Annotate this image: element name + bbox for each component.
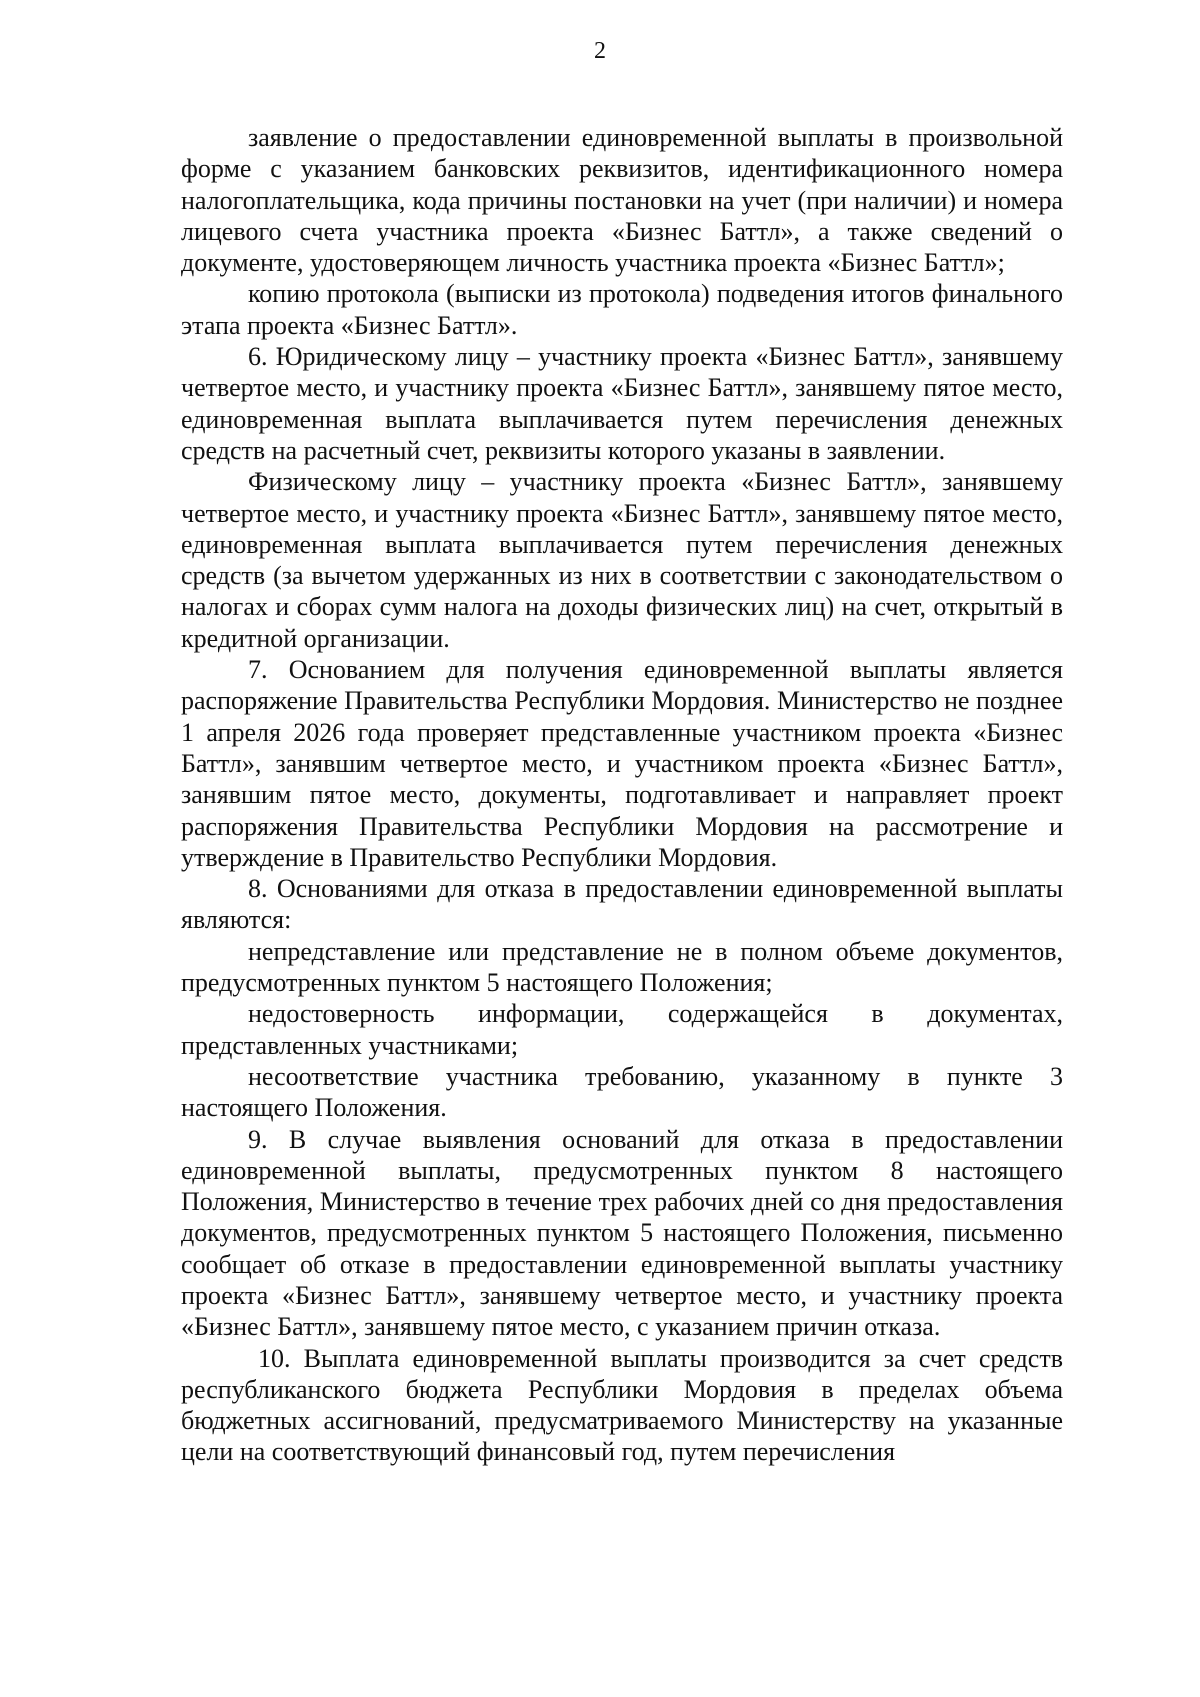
paragraph-application-form: заявление о предоставлении единовременной выплаты в произвольной форме с указанием банковских реквизитов, идентификационного номера налогоплательщика, кода причины постановки на учет (при наличии) и номера лицевого счета участника проекта «Бизнес Баттл», а также сведений о документе, удостоверяющем личность участника проекта «Бизнес Баттл»; [181, 123, 1063, 278]
document-body [181, 122, 1063, 1468]
paragraph-refusal-reason-2: недостоверность информации, содержащейся в документах, представленных участниками; [181, 999, 1063, 1060]
paragraph-item-9: 9. В случае выявления оснований для отказа в предоставлении единовременной выплаты, предусмотренных пунктом 8 настоящего Положения, Министерство в течение трех рабочих дней со дня предоставления документов, предусмотренных пунктом 5 настоящего Положения, письменно сообщает об отказе в предоставлении единовременной выплаты участнику проекта «Бизнес Баттл», занявшему четвертое место, и участнику проекта «Бизнес Баттл», занявшему пятое место, с указанием причин отказа. [181, 1124, 1063, 1342]
paragraph-individuals: Физическому лицу – участнику проекта «Бизнес Баттл», занявшему четвертое место, и участнику проекта «Бизнес Баттл», занявшему пятое место, единовременная выплата выплачивается путем перечисления денежных средств (за вычетом удержанных из них в соответствии с законодательством о налогах и сборах сумм налога на доходы физических лиц) на счет, открытый в кредитной организации. [181, 467, 1063, 653]
paragraph-protocol-copy: копию протокола (выписки из протокола) подведения итогов финального этапа проекта «Бизнес Баттл». [181, 279, 1063, 340]
paragraph-refusal-reason-3: несоответствие участника требованию, указанному в пункте 3 настоящего Положения. [181, 1061, 1063, 1123]
paragraph-item-6: 6. Юридическому лицу – участнику проекта «Бизнес Баттл», занявшему четвертое место, и участнику проекта «Бизнес Баттл», занявшему пятое место, единовременная выплата выплачивается путем перечисления денежных средств на расчетный счет, реквизиты которого указаны в заявлении. [181, 342, 1063, 465]
paragraph-item-7: 7. Основанием для получения единовременной выплаты является распоряжение Правительства Республики Мордовия. Министерство не позднее 1 апреля 2026 года проверяет представленные участником проекта «Бизнес Баттл», занявшим четвертое место, и участником проекта «Бизнес Баттл», занявшим пятое место, документы, подготавливает и направляет проект распоряжения Правительства Республики Мордовия на рассмотрение и утверждение в Правительство Республики Мордовия. [181, 655, 1063, 872]
paragraph-item-8: 8. Основаниями для отказа в предоставлении единовременной выплаты являются: [181, 874, 1063, 935]
page-number: 2 [594, 38, 606, 64]
paragraph-item-10: 10. Выплата единовременной выплаты производится за счет средств республиканского бюджета Республики Мордовия в пределах объема бюджетных ассигнований, предусматриваемого Министерству на указанные цели на соответствующий финансовый год, путем перечисления [181, 1343, 1063, 1467]
paragraph-refusal-reason-1: непредставление или представление не в полном объеме документов, предусмотренных пунктом 5 настоящего Положения; [181, 936, 1063, 998]
